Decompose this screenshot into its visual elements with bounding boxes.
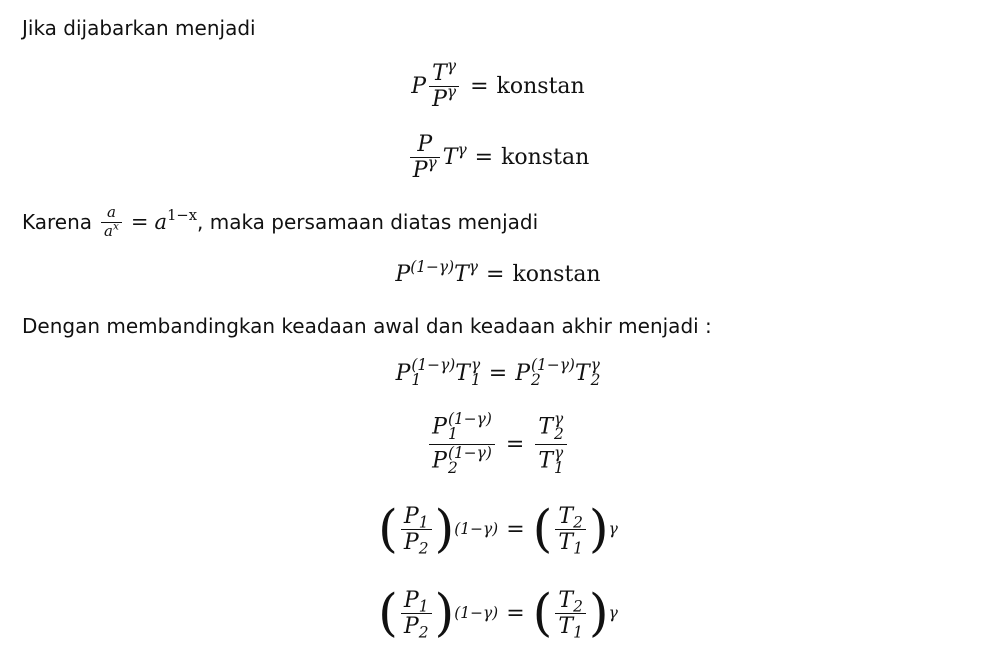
karena-suffix: , maka persamaan diatas menjadi bbox=[197, 210, 539, 235]
equation-2: $\frac{P}{P^\gamma}$ $T^\gamma$ = konstan bbox=[0, 133, 996, 182]
karena-line bbox=[22, 205, 538, 240]
equation-6: ( $\frac{P_1}{P_2}$ ) (1−γ) = ( $\frac{T_2}{T_1}$ ) γ bbox=[378, 499, 618, 558]
fraction: T γ 2 T γ 1 bbox=[535, 412, 566, 477]
equation-1: P $\frac{T^\gamma}{P^\gamma}$ = konstan bbox=[411, 56, 585, 113]
equation-4: P (1−γ) 1 T γ 1 = P (1−γ) 2 T γ 2 bbox=[395, 356, 601, 390]
dengan-text: Dengan membandingkan keadaan awal dan keadaan akhir menjadi : bbox=[22, 314, 712, 338]
intro-text: Jika dijabarkan menjadi bbox=[22, 16, 256, 40]
equation-5: P (1−γ) 1 P (1−γ) 2 = T γ 2 T γ 1 bbox=[0, 412, 996, 477]
fraction: $\frac{P}{P^\gamma}$ bbox=[410, 133, 440, 182]
fraction: $\frac{T^\gamma}{P^\gamma}$ bbox=[429, 62, 459, 111]
equation-7: ( $\frac{P_1}{P_2}$ ) (1−γ) = ( $\frac{T_2}{T_1}$ ) γ bbox=[378, 583, 618, 642]
inline-formula: $\frac{a}{a^x}$ = $a^{1-x}$ bbox=[98, 205, 197, 240]
karena-prefix: Karena bbox=[22, 210, 93, 235]
fraction: P (1−γ) 1 P (1−γ) 2 bbox=[429, 412, 495, 477]
equation-3: $P^{(1-\gamma)}$ $T^\gamma$ = konstan bbox=[395, 257, 601, 287]
